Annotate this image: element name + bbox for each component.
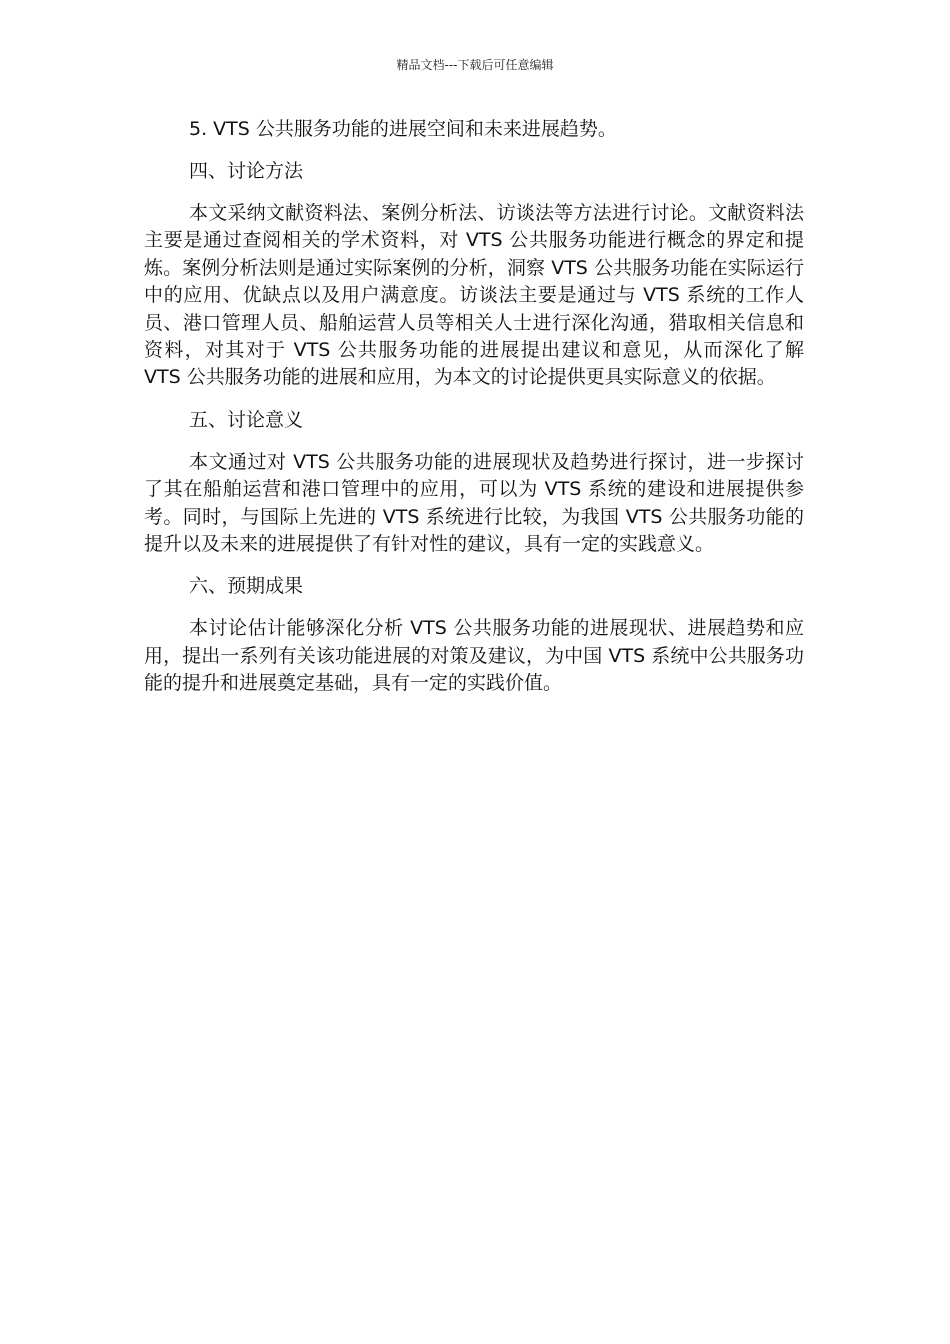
section-paragraph-significance: 本文通过对 VTS 公共服务功能的进展现状及趋势进行探讨，进一步探讨了其在船舶运营和港口管理中的应用，可以为 VTS 系统的建设和进展提供参考。同时，与国际上先进的 VTS 系统进行比较，为我国 VTS 公共服务功能的提升以及未来的进展提供了有针对性的建议，具有一定的实践意义。 <box>144 450 804 556</box>
section-heading-methods: 四、讨论方法 <box>189 160 304 182</box>
section-paragraph-expected-results: 本讨论估计能够深化分析 VTS 公共服务功能的进展现状、进展趋势和应用，提出一系列有关该功能进展的对策及建议，为中国 VTS 系统中公共服务功能的提升和进展奠定基础，具有一定的实践价值。 <box>144 617 804 695</box>
section-heading-expected-results: 六、预期成果 <box>189 575 304 598</box>
page-header: 精品文档---下载后可任意编辑 <box>396 58 554 72</box>
list-item-5: 5. VTS 公共服务功能的进展空间和未来进展趋势。 <box>189 118 617 140</box>
document-body <box>144 116 804 713</box>
section-paragraph-methods: 本文采纳文献资料法、案例分析法、访谈法等方法进行讨论。文献资料法主要是通过查阅相关的学术资料，对 VTS 公共服务功能进行概念的界定和提炼。案例分析法则是通过实际案例的分析，洞察 VTS 公共服务功能在实际运行中的应用、优缺点以及用户满意度。访谈法主要是通过与 VTS 系统的工作人员、港口管理人员、船舶运营人员等相关人士进行深化沟通，猎取相关信息和资料，对其对于 VTS 公共服务功能的进展提出建议和意见，从而深化了解 VTS 公共服务功能的进展和应用，为本文的讨论提供更具实际意义的依据。 <box>144 202 804 389</box>
section-heading-significance: 五、讨论意义 <box>189 408 304 431</box>
